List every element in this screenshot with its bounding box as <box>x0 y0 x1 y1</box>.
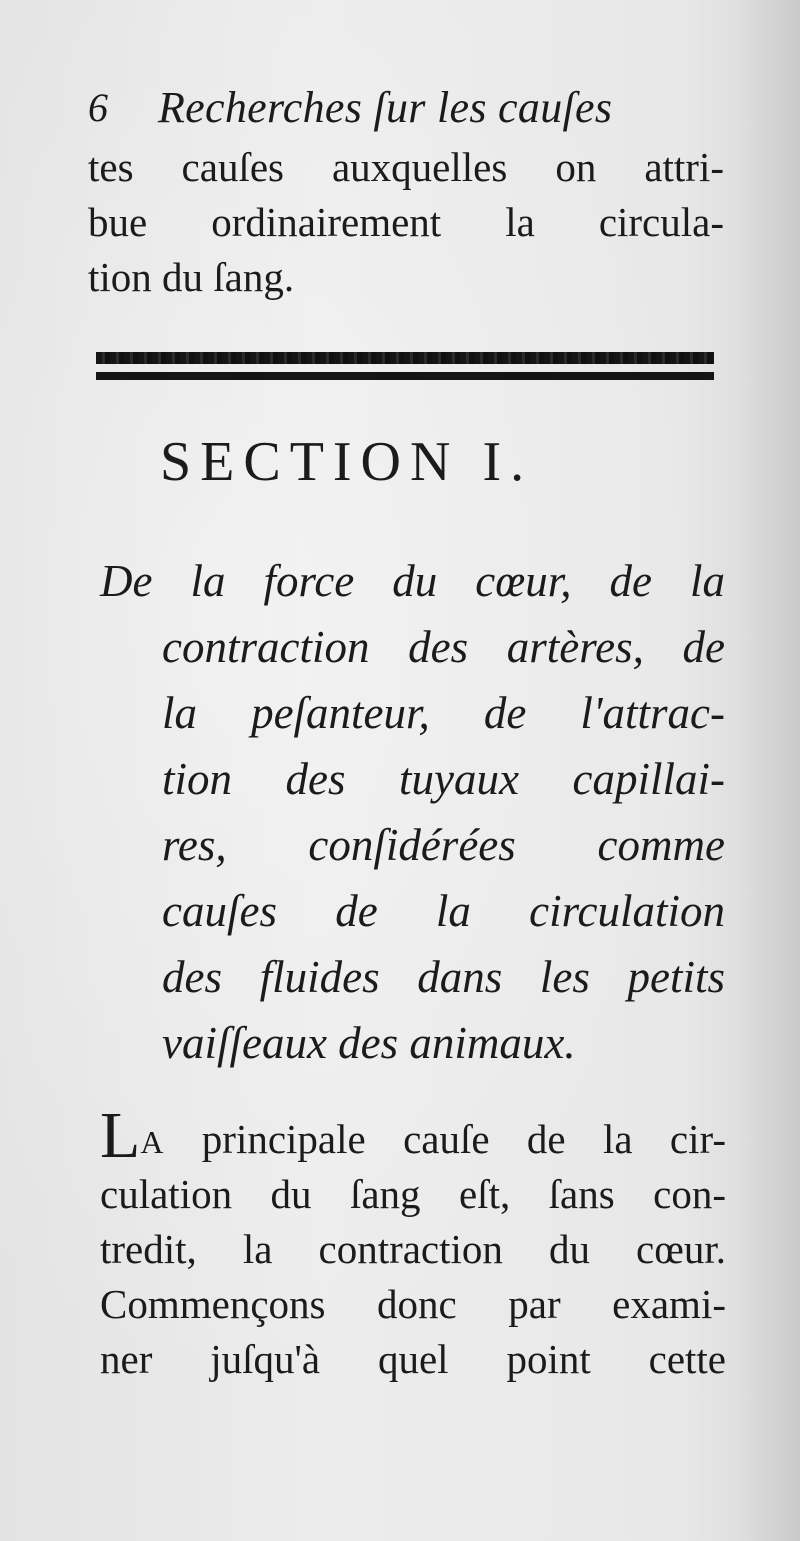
subtitle-line: cauſes de la circulation <box>162 886 725 936</box>
section-title: SECTION I. <box>160 431 534 493</box>
body-line: culation du ſang eſt, ſans con- <box>100 1171 726 1217</box>
body-paragraph <box>100 1099 726 1387</box>
ornamental-rule-thin <box>96 372 714 380</box>
subtitle-line: tion des tuyaux capillai- <box>162 754 725 804</box>
body-line: Commençons donc par exami- <box>100 1281 726 1327</box>
body-line: tredit, la contraction du cœur. <box>100 1226 726 1272</box>
subtitle-line: des fluides dans les petits <box>162 952 725 1002</box>
page-number: 6 <box>88 85 108 130</box>
small-caps-letter: A <box>140 1124 165 1160</box>
subtitle-line: contraction des artères, de <box>162 622 725 672</box>
subtitle-line: vaiſſeaux des animaux. <box>162 1018 576 1068</box>
subtitle-line: res, conſidérées comme <box>162 820 725 870</box>
page-edge-shadow <box>740 0 800 1541</box>
intro-line: tion du ſang. <box>88 254 295 300</box>
subtitle-line: la peſanteur, de l'attrac- <box>162 688 725 738</box>
ornamental-rule-thick <box>96 352 714 364</box>
section-subtitle <box>100 548 725 1076</box>
intro-paragraph <box>88 140 724 305</box>
subtitle-line: De la force du cœur, de la <box>100 556 725 606</box>
intro-line: bue ordinairement la circula- <box>88 199 724 245</box>
intro-line: tes cauſes auxquelles on attri- <box>88 144 724 190</box>
page-header <box>88 82 728 142</box>
first-line-text: principale cauſe de la cir- <box>164 1116 726 1162</box>
drop-cap: L <box>100 1099 141 1172</box>
running-head: Recherches ſur les cauſes <box>158 83 613 132</box>
body-first-line <box>100 1099 726 1172</box>
body-line: ner juſqu'à quel point cette <box>100 1336 726 1382</box>
